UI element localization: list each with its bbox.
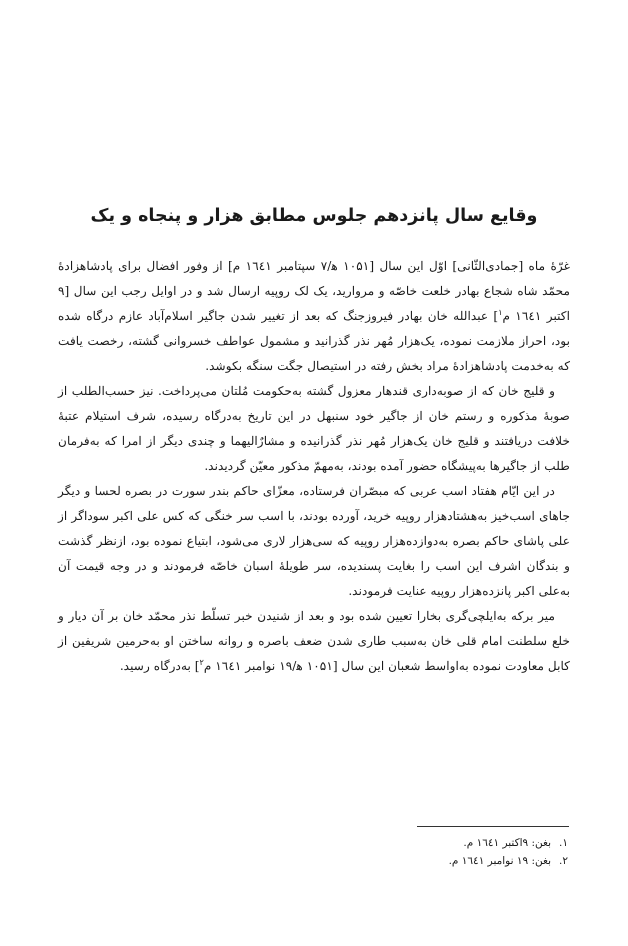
footnote-ref-1: ۱ bbox=[498, 307, 503, 317]
paragraph-1-text-a: غرّهٔ ماه [جمادی‌الثّانی] اوّل این سال [۱۰۵۱ ه‍/۷ سپتامبر ۱٦٤۱ م] از وفور افضال برای پادشاهزادهٔ محمّد شاه شجاع بهادر خلعت خاصّه و مروارید، یک لک روپیه ارسال شد و در اوایل رجب این سال [۹ اکتبر ۱٦٤۱ م bbox=[58, 259, 570, 323]
paragraph-1 bbox=[58, 254, 570, 379]
chapter-title: وقایع سال پانزدهم جلوس مطابق هزار و پنجاه و یک bbox=[90, 206, 538, 226]
footnote-2-text: بغن: ۱۹ نوامبر ۱٦٤۱ م. bbox=[448, 855, 552, 867]
paragraph-4-text-b: ] به‌درگاه رسید. bbox=[119, 659, 200, 673]
footnote-separator bbox=[417, 826, 569, 827]
footnote-1-number: ۱. bbox=[559, 837, 568, 849]
paragraph-4-text-a: میر برکه به‌ایلچی‌گری بخارا تعیین شده بود و بعد از شنیدن خبر تسلّط نذر محمّد خان بر آن دیار و خلع سلطنت امام قلی خان به‌سبب طاری شدن ضعف باصره و روانه ساختن او به‌حرمین شریفین از کابل معاودت نموده به‌اواسط شعبان این سال [۱۰۵۱ ه‍/۱۹ نوامبر ۱٦٤۱ م bbox=[58, 609, 570, 673]
paragraph-2: و قلیج خان که از صوبه‌داری قندهار معزول گشته به‌حکومت مُلتان می‌پرداخت. نیز حسب‌الطلب از صوبهٔ مذکوره و رستم خان از جاگیر خود سنبهل در این تاریخ به‌درگاه رسیده، شرف استیلام عتبهٔ خلافت دریافتند و قلیج خان یک‌هزار مُهر نذر گذرانیده و مشارٌالیهما و چندی دیگر از امرا که به‌فرمان طلب از جاگیرها به‌پیشگاه حضور آمده بودند، به‌مهمّ مذکور معیّن گردیدند. bbox=[58, 384, 570, 473]
footnote-1 bbox=[58, 834, 568, 852]
footnote-2-number: ۲. bbox=[559, 855, 568, 867]
paragraph-4 bbox=[58, 604, 570, 679]
footnote-2 bbox=[58, 852, 568, 870]
footnote-ref-2: ۲ bbox=[199, 657, 204, 667]
body-text bbox=[58, 254, 570, 679]
footnotes bbox=[58, 834, 568, 870]
footnote-1-text: بغن: ۹اکتبر ۱٦٤۱ م. bbox=[463, 837, 552, 849]
paragraph-1-text-b: ] عبدالله خان بهادر فیروزجنگ که بعد از تغییر شدن جاگیر اسلام‌آباد عازم درگاه شده بود، احراز ملازمت نموده، یک‌هزار مُهر نذر گذرانید و مشمول عواطف خسروانی گشته، رخصت یافت که به‌خدمت پادشاهزادهٔ مراد بخش رفته در استیصال جگت سنگه بکوشد. bbox=[58, 309, 570, 373]
paragraph-3: در این ایّام هفتاد اسب عربی که مبصّران فرستاده، معزّای حاکم بندر سورت در بصره لحسا و دیگر جاهای اسب‌خیز به‌هشتادهزار روپیه خرید، آورده بودند، با اسب سر خنگی که کس علی اکبر سوداگر از علی پاشای حاکم بصره به‌دوازده‌هزار روپیه که سی‌هزار لاری می‌شود، ابتیاع نموده بود، ازنظر گذشت و بندگان اشرف این اسب را بغایت پسندیده، سر طویلهٔ اسبان خاصّه فرمودند و در وجه قیمت آن به‌علی اکبر پانزده‌هزار روپیه عنایت فرمودند. bbox=[58, 484, 570, 598]
